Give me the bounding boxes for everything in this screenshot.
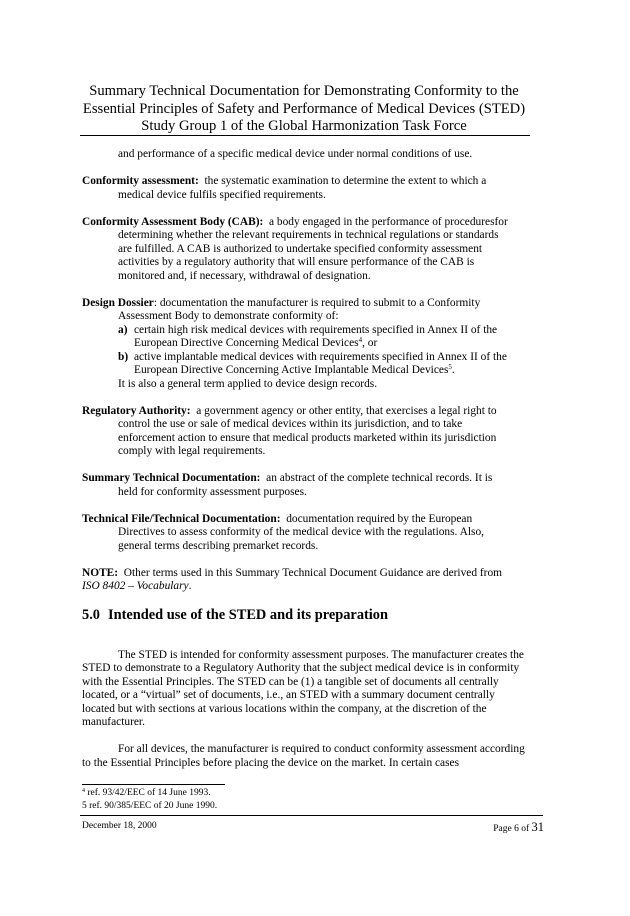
- definition-text: activities by a regulatory authority that will ensure performance of the CAB is: [118, 256, 475, 268]
- list-text: .: [451, 364, 455, 376]
- paragraph-line: conformity with the Essential Principles. The STED can be (1) a tangible set of documents: [82, 662, 520, 688]
- definition-text: held for conformity assessment purposes.: [118, 485, 307, 498]
- paragraph-line: of the manufacturer.: [82, 702, 487, 728]
- section-heading: [82, 607, 530, 624]
- list-item: [118, 324, 530, 351]
- footnote: 5 ref. 90/385/EEC of 20 June 1990.: [82, 800, 218, 811]
- page-number: [493, 820, 544, 835]
- footnote-text: ref. 93/42/EEC of 14 June 1993.: [85, 788, 211, 798]
- footnote: [82, 787, 217, 800]
- definition-term: Design Dossier: [82, 296, 154, 309]
- definition-regulatory-authority: [82, 405, 530, 459]
- paragraph-line: For all devices, the manufacturer is required to conduct conformity assessment: [118, 743, 478, 755]
- note-reference: ISO 8402 – Vocabulary: [82, 580, 189, 592]
- note: [82, 567, 530, 594]
- design-dossier-list: [82, 324, 530, 378]
- header-divider: [80, 135, 530, 136]
- section-paragraph: [82, 649, 530, 730]
- definition-text: enforcement action to ensure that medical products marketed within its jurisdiction: [118, 431, 497, 444]
- definition-text: comply with legal requirements.: [118, 445, 266, 457]
- definition-term: Conformity Assessment Body (CAB):: [82, 215, 264, 228]
- definition-text: general terms describing premarket records.: [118, 539, 319, 552]
- header-line: Essential Principles of Safety and Performance of Medical Devices (STED): [82, 100, 526, 117]
- paragraph-line: all centrally located, or a “virtual” set of documents, i.e., an STED with a summary document: [82, 675, 499, 701]
- definition-design-dossier: [82, 297, 530, 392]
- list-text: , or: [362, 337, 378, 349]
- definition-text: the systematic examination to determine the extent to which a: [204, 175, 487, 187]
- list-item: [118, 351, 530, 378]
- definition-cab: [82, 216, 530, 284]
- definition-term: Technical File/Technical Documentation:: [82, 512, 281, 525]
- definition-text: a body engaged in the performance of proceduresfor: [269, 215, 508, 228]
- definition-text: : documentation the manufacturer is required to submit to a Conformity: [153, 296, 481, 309]
- list-text: active implantable medical devices with requirements specified in Annex II of the: [134, 350, 507, 363]
- header-line: Study Group 1 of the Global Harmonization Task Force: [141, 118, 467, 134]
- header-line: Summary Technical Documentation for Demonstrating Conformity to the: [89, 83, 519, 99]
- intro-fragment: and performance of a specific medical device under normal conditions of use.: [118, 148, 473, 160]
- paragraph-line: centrally located but with sections at various locations within the company, at the discretion: [82, 689, 495, 715]
- definition-text: Directives to assess conformity of the medical device with the regulations. Also,: [118, 526, 484, 538]
- footer-date: December 18, 2000: [82, 821, 157, 831]
- definition-text: documentation required by the European: [286, 512, 473, 525]
- list-text: European Directive Concerning Medical Devices: [134, 337, 359, 349]
- page-total: 31: [531, 820, 544, 834]
- note-label: NOTE:: [82, 566, 119, 579]
- definition-text: an abstract of the complete technical records. It is: [266, 472, 493, 484]
- definition-text: a government agency or other entity, that exercises a legal right to: [196, 404, 497, 417]
- footnote-marker: 4: [82, 788, 85, 794]
- definition-term: Regulatory Authority:: [82, 404, 191, 417]
- definition-text: monitored and, if necessary, withdrawal of designation.: [118, 269, 371, 282]
- list-text: certain high risk medical devices with requirements specified in Annex II of the: [134, 323, 498, 336]
- list-marker: b): [118, 350, 129, 363]
- definition-text: control the use or sale of medical devices within its jurisdiction, and to take: [118, 418, 463, 430]
- list-text: European Directive Concerning Active Implantable Medical Devices: [134, 364, 449, 376]
- section-number: 5.0: [82, 606, 100, 623]
- note-text: Other terms used in this Summary Technical Document Guidance are derived from: [123, 566, 503, 579]
- definition-term: Conformity assessment:: [82, 175, 199, 187]
- note-text: .: [188, 580, 192, 592]
- paragraph-line: The STED is intended for conformity assessment purposes. The manufacturer creates: [118, 648, 508, 661]
- definition-text: determining whether the relevant requirements in technical regulations or standards: [118, 229, 499, 241]
- definition-text: Assessment Body to demonstrate conformity of:: [118, 310, 339, 322]
- paragraph-line: according to the Essential Principles before placing the device on the market. In certain cases: [82, 743, 525, 769]
- footnotes: [82, 787, 217, 812]
- definition-text: It is also a general term applied to device design records.: [118, 377, 378, 390]
- section-paragraph: [82, 743, 530, 770]
- section-title: Intended use of the STED and its preparation: [108, 606, 388, 623]
- page-number-prefix: Page 6 of: [493, 824, 532, 834]
- footnote-ref: 5: [448, 363, 452, 371]
- definition-term: Summary Technical Documentation:: [82, 472, 261, 484]
- definition-text: are fulfilled. A CAB is authorized to undertake specified conformity assessment: [118, 242, 483, 255]
- list-marker: a): [118, 323, 128, 336]
- definition-technical-file: [82, 513, 530, 554]
- footnote-ref: 4: [358, 336, 363, 344]
- footer-divider: [80, 815, 543, 816]
- document-body: [82, 148, 530, 770]
- definition-summary-technical-documentation: [82, 472, 530, 499]
- running-header: [80, 83, 528, 136]
- definition-conformity-assessment: [82, 175, 530, 202]
- paragraph-line: the STED to demonstrate to a Regulatory Authority that the subject medical device is in: [82, 648, 524, 674]
- footnote-divider: [82, 784, 225, 785]
- definition-text: medical device fulfils specified requirements.: [118, 188, 326, 201]
